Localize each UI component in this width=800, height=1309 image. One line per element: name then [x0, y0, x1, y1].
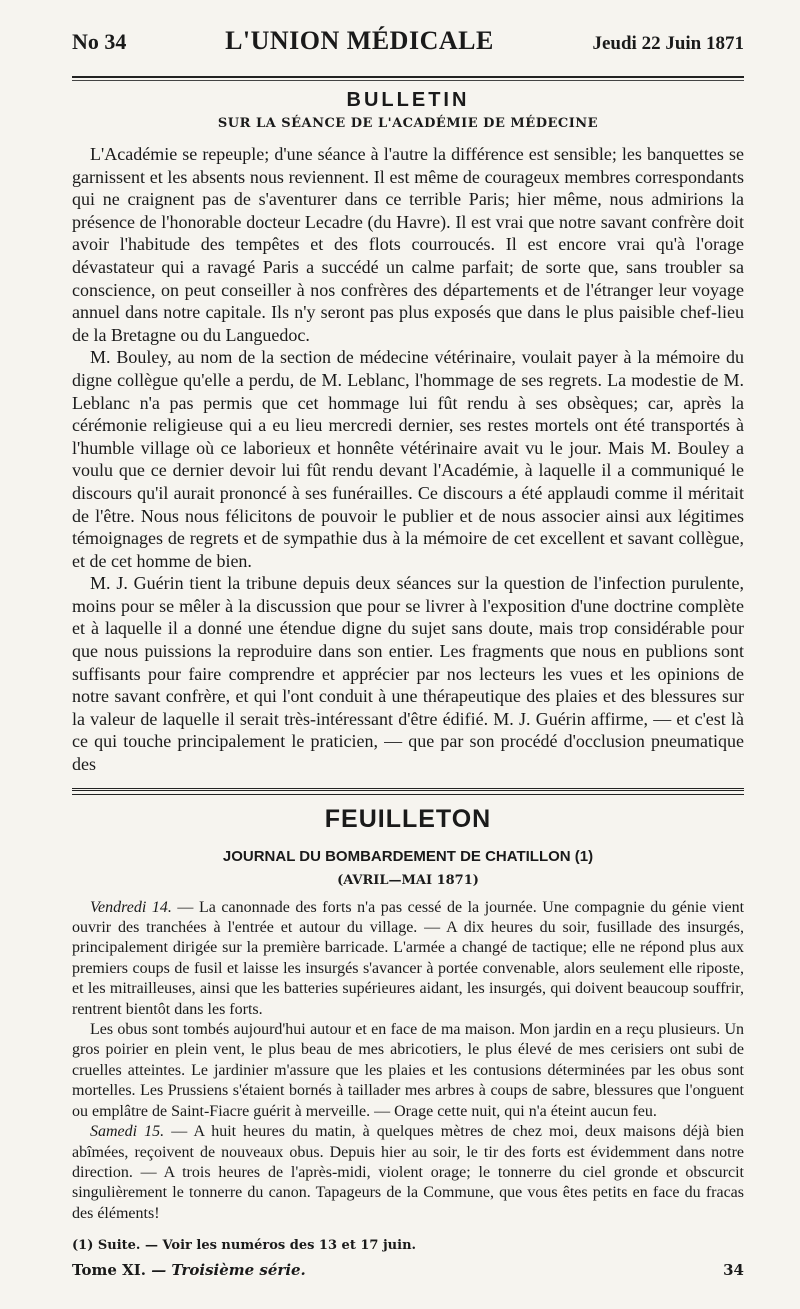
day-label: Vendredi 14.	[90, 898, 172, 916]
page-header	[72, 26, 744, 66]
bulletin-paragraph: M. Bouley, au nom de la section de médecine vétérinaire, voulait payer à la mémoire du digne collègue qu'elle a perdu, de M. Leblanc, l'hommage de ses regrets. La modestie de M. Leblanc n'a pas permis que cet hommage lui fût rendu à ses obsèques; car, après la cérémonie religieuse qui a eu lieu mercredi dernier, ses restes mortels ont été transportés à l'humble village où ce laborieux et honnête vétérinaire avait vu le jour. Mais M. Bouley a voulu que ce dernier devoir lui fût rendu devant l'Académie, à laquelle il a communiqué le discours qu'il aurait prononcé à ses funérailles. Ce discours a été applaudi comme il méritait de l'être. Nous nous félicitons de pouvoir le publier et de nous associer ainsi aux légitimes témoignages de regrets et de sympathie dus à la mémoire de cet excellent et savant collègue, et de cet homme de bien.	[72, 347, 744, 571]
page-footer	[72, 1261, 744, 1279]
header-rule	[72, 76, 744, 78]
feuilleton-divider	[72, 788, 744, 795]
feuilleton-subheading: JOURNAL DU BOMBARDEMENT DE CHATILLON (1)	[222, 847, 594, 865]
feuilleton-body	[72, 898, 744, 1225]
feuilleton-heading: FEUILLETON	[324, 804, 492, 833]
tome-label: Tome XI.	[72, 1261, 146, 1280]
feuilleton-dates: (AVRIL—MAI 1871)	[337, 872, 479, 888]
footnote: (1) Suite. — Voir les numéros des 13 et 17 juin.	[72, 1238, 417, 1254]
series-label: — Troisième série.	[151, 1261, 306, 1280]
bulletin-heading: BULLETIN	[346, 89, 470, 111]
journal-title: L'UNION MÉDICALE	[225, 26, 494, 55]
feuilleton-paragraph	[72, 1122, 744, 1224]
issue-number: No 34	[72, 29, 127, 54]
header-rule-thin	[72, 80, 744, 81]
footer-volume	[72, 1261, 306, 1279]
paragraph-text: Les obus sont tombés aujourd'hui autour et en face de ma maison. Mon jardin en a reçu plusieurs. Un gros poirier en plein vent, le plus beau de mes abricotiers, le plus élevé de mes cerisiers ont subi de cruelles atteintes. Le jardinier m'assure que les plaies et les contusions déterminées par les obus sont mortelles. Les Prussiens s'étaient bornés à taillader mes arbres à coups de sabre, blessures que l'onguent ou emplâtre de Saint-Fiacre guérit à merveille. — Orage cette nuit, qui n'a éteint aucun feu.	[72, 1021, 744, 1120]
bulletin-subheading: SUR LA SÉANCE DE L'ACADÉMIE DE MÉDECINE	[217, 116, 599, 131]
bulletin-body	[72, 143, 744, 776]
bulletin-paragraph: L'Académie se repeuple; d'une séance à l'autre la différence est sensible; les banquettes se garnissent et les absents nous reviennent. Il est même de courageux membres correspondants qui ne craignent pas de s'aventurer dans ce terrible Paris; hier même, nous admirions la présence de l'honorable docteur Lecadre (du Havre). Il est vrai que notre savant confrère doit avoir l'habitude des tempêtes et des flots courroucés. Il est encore vrai qu'à l'orage dévastateur qui a ravagé Paris a succédé un calme parfait; de sorte que, sans troubler sa conscience, on peut conseiller à nos confrères des départements et de l'étranger leur voyage annuel dans notre capitale. Ils n'y seront pas plus exposés que dans le plus paisible chef-lieu de la Bretagne ou du Languedoc.	[72, 144, 744, 345]
paragraph-text: — A huit heures du matin, à quelques mètres de chez moi, deux maisons déjà bien abîmées, reçoivent de nouveaux obus. Depuis hier au soir, le tir des forts est évidemment dans notre direction. — A trois heures de l'après-midi, violent orage; le tonnerre du ciel gronde et obscurcit singulièrement le tonnerre du canon. Tapageurs de la Commune, que vous êtes petits en face du fracas des éléments!	[72, 1123, 744, 1222]
issue-date: Jeudi 22 Juin 1871	[592, 33, 744, 54]
bulletin-paragraph: M. J. Guérin tient la tribune depuis deux séances sur la question de l'infection purulente, moins pour se mêler à la discussion que pour se livrer à l'exposition d'une doctrine complète et à laquelle il a donné une étendue digne du sujet sans doute, mais trop considérable pour que nous puissions la reproduire dans son entier. Les fragments que nous en publions sont suffisants pour faire comprendre et apprécier par nos lecteurs les vues et les opinions de notre savant confrère, et qui l'ont conduit à une thérapeutique des plaies et des blessures sur la valeur de laquelle il serait très-intéressant d'être édifié. M. J. Guérin affirme, — et c'est là ce qui touche principalement le praticien, — que par son procédé d'occlusion pneumatique des	[72, 573, 744, 775]
page-number: 34	[723, 1261, 744, 1280]
feuilleton-paragraph	[72, 898, 744, 1020]
feuilleton-paragraph	[72, 1020, 744, 1122]
day-label: Samedi 15.	[90, 1123, 165, 1141]
paragraph-text: — La canonnade des forts n'a pas cessé de la journée. Une compagnie du génie vient ouvrir des tranchées à l'entrée et autour du village. — A dix heures du soir, fusillade des insurgés, principalement dirigée sur la première barricade. L'armée a changé de tactique; elle ne répond plus aux premiers coups de fusil et laisse les insurgés s'avancer à portée convenable, alors seulement elle riposte, et les mitrailleuses, ainsi que les batteries supérieures aidant, les insurgés, qui doivent beaucoup souffrir, rentrent bientôt dans les forts.	[72, 898, 745, 1018]
